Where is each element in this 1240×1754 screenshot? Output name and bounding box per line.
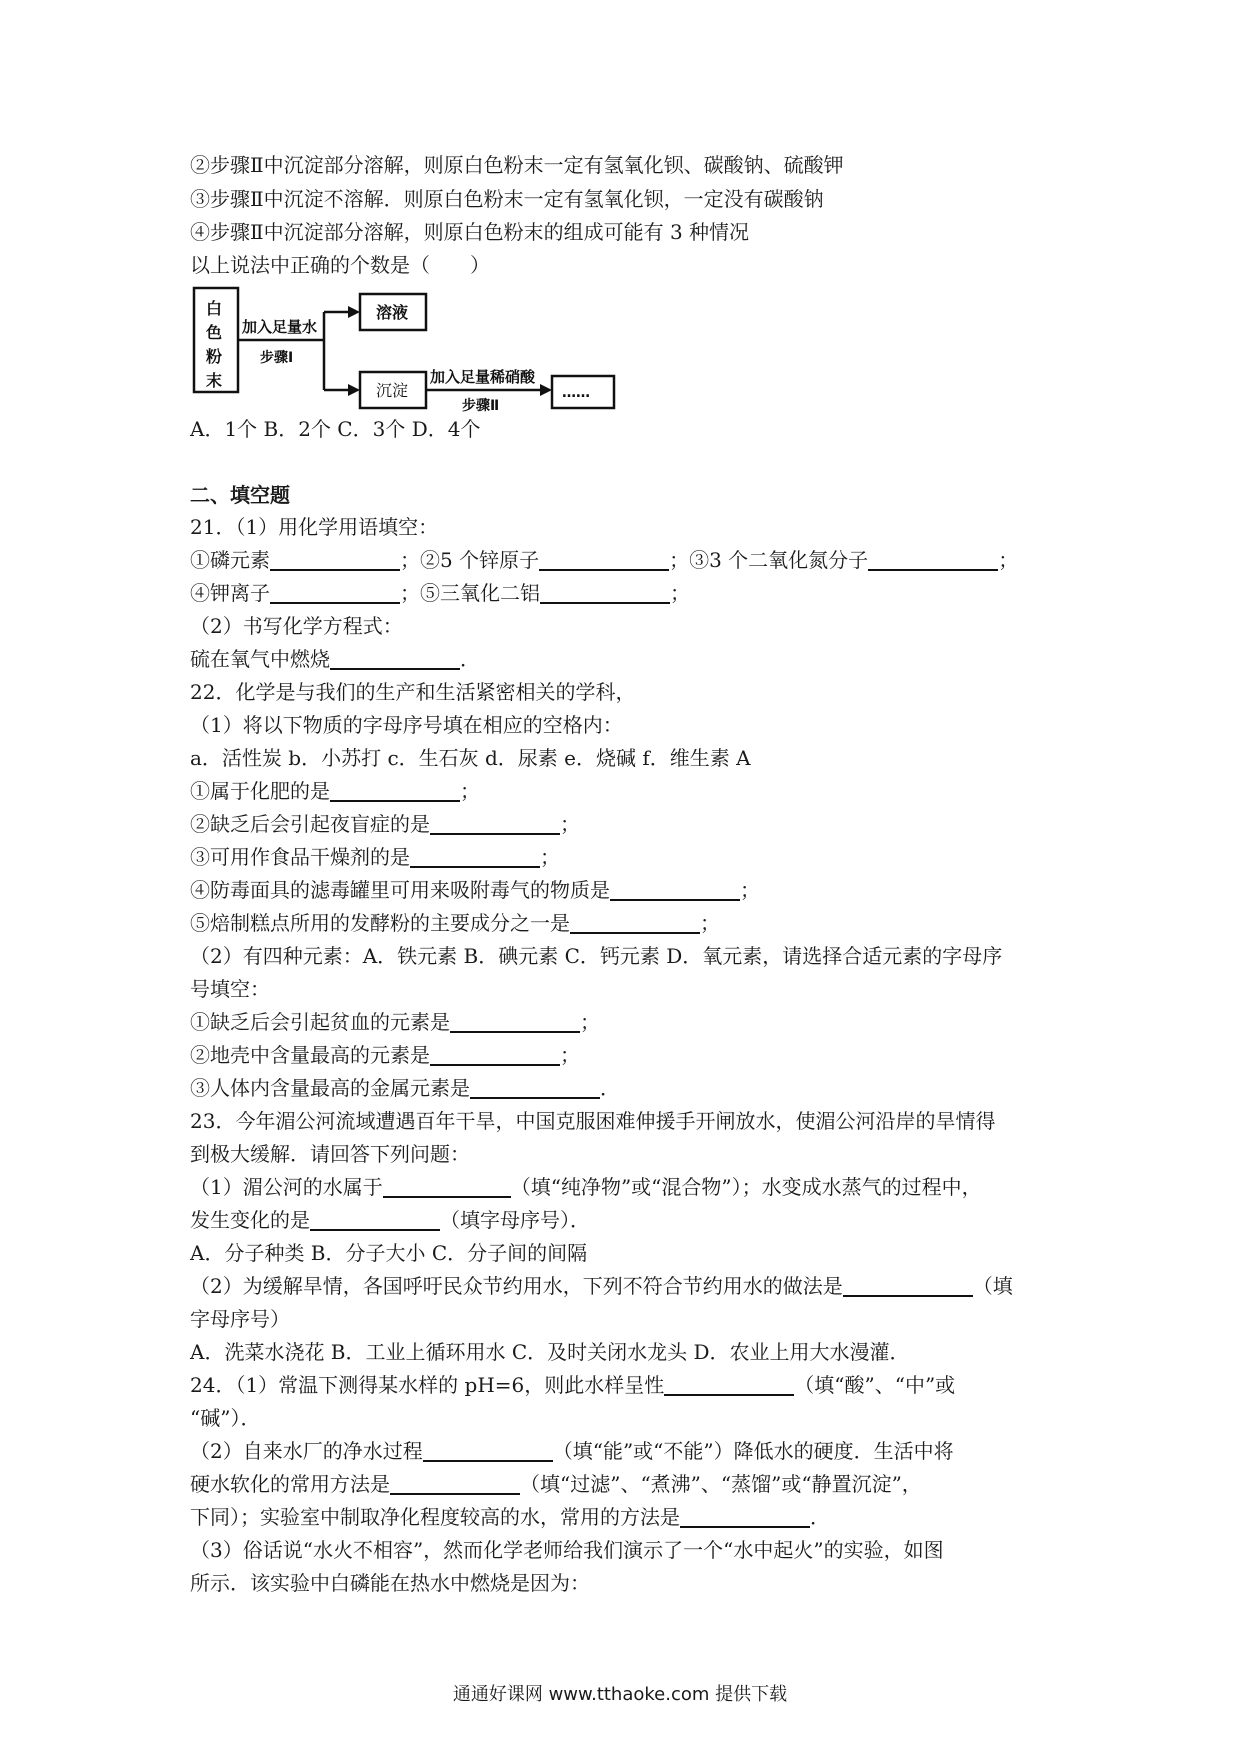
result-label: ……	[562, 385, 590, 401]
q20-question: 以上说法中正确的个数是（ ）	[190, 253, 490, 277]
answer-blank[interactable]	[270, 549, 400, 571]
page-footer: 通通好课网 www.tthaoke.com 提供下载	[452, 1684, 788, 1705]
answer-blank[interactable]	[610, 879, 740, 901]
experiment-flow-diagram	[190, 284, 630, 416]
q21-row-end: ；	[998, 548, 1019, 572]
q23-part-1: （1）湄公河的水属于 （填“纯净物”或“混合物”）；水变成水蒸气的过程中，	[190, 1175, 982, 1199]
q22-q4: ④防毒面具的滤毒罐里可用来吸附毒气的物质是 ；	[190, 878, 760, 902]
q20-statement-2: ②步骤Ⅱ中沉淀部分溶解，则原白色粉末一定有氢氧化钡、碳酸钠、硫酸钾	[190, 153, 844, 177]
solution-label: 溶液	[376, 303, 409, 322]
q20-options: A．1个 B．2个 C．3个 D．4个	[190, 417, 481, 441]
q20-statement-3: ③步骤Ⅱ中沉淀不溶解．则原白色粉末一定有氢氧化钡，一定没有碳酸钠	[190, 187, 824, 211]
arrow2-label: 加入足量稀硝酸	[430, 368, 536, 386]
precipitate-label: 沉淀	[376, 381, 409, 400]
q21-intro: 21．（1）用化学用语填空：	[190, 515, 439, 539]
answer-blank[interactable]	[664, 1374, 794, 1396]
q21-equation-label: 硫在氧气中燃烧	[190, 647, 330, 671]
arrow1-label: 加入足量水	[242, 318, 318, 336]
q22-options: a．活性炭 b．小苏打 c．生石灰 d．尿素 e．烧碱 f．维生素 A	[190, 746, 751, 770]
start-box-char-4: 末	[206, 371, 223, 390]
answer-blank[interactable]	[570, 912, 700, 934]
q23-line-1: 23．今年湄公河流域遭遇百年干旱，中国克服困难伸援手开闸放水，使湄公河沿岸的旱情得	[190, 1109, 996, 1133]
q21-item-3: ；③3 个二氧化氮分子	[669, 548, 869, 572]
answer-blank[interactable]	[383, 1176, 511, 1198]
answer-blank[interactable]	[330, 780, 460, 802]
q22-q3: ③可用作食品干燥剂的是 ；	[190, 845, 560, 869]
start-box-char-2: 色	[206, 323, 223, 342]
q24-part-3-cont: 所示．该实验中白磷能在热水中燃烧是因为：	[190, 1571, 590, 1595]
q22-q5: ⑤焙制糕点所用的发酵粉的主要成分之一是 ；	[190, 911, 720, 935]
step2-label: 步骤Ⅱ	[462, 398, 500, 414]
arrow-head-icon	[348, 306, 360, 318]
q23-part-1-cont: 发生变化的是 （填字母序号）．	[190, 1208, 590, 1232]
q22-r3: ③人体内含量最高的金属元素是 ．	[190, 1076, 620, 1100]
q24-part-1-cont: “碱”）．	[190, 1406, 261, 1430]
q21-row-end: ；	[670, 581, 690, 605]
q23-options-2: A．洗菜水浇花 B．工业上循环用水 C．及时关闭水龙头 D．农业上用大水漫灌．	[190, 1340, 910, 1364]
q22-part-2-line-2: 号填空：	[190, 977, 270, 1001]
q21-row-1	[190, 547, 1018, 573]
q22-r1: ①缺乏后会引起贫血的元素是 ；	[190, 1010, 600, 1034]
start-box-char-3: 粉	[206, 347, 223, 366]
answer-blank[interactable]	[430, 1044, 560, 1066]
arrow-head-icon	[348, 384, 360, 396]
answer-blank[interactable]	[680, 1506, 810, 1528]
arrow-head-icon	[540, 384, 552, 396]
answer-blank[interactable]	[430, 813, 560, 835]
q23-line-2: 到极大缓解．请回答下列问题：	[190, 1142, 470, 1166]
q21-item-2: ；②5 个锌原子	[400, 548, 540, 572]
start-box-char-1: 白	[206, 299, 223, 318]
q22-part-2-line-1: （2）有四种元素：A．铁元素 B．碘元素 C．钙元素 D．氧元素，请选择合适元素的字母序	[190, 944, 1003, 968]
q21-equation-row: 硫在氧气中燃烧 ．	[190, 647, 480, 671]
q22-r2: ②地壳中含量最高的元素是 ；	[190, 1043, 580, 1067]
q23-options-1: A．分子种类 B．分子大小 C．分子间的间隔	[190, 1241, 588, 1265]
q21-item-1: ①磷元素	[190, 548, 270, 572]
q22-part-1: （1）将以下物质的字母序号填在相应的空格内：	[190, 713, 623, 737]
q21-item-5: ；⑤三氧化二铝	[400, 581, 540, 605]
q24-part-2: （2）自来水厂的净水过程 （填“能”或“不能”）降低水的硬度．生活中将	[190, 1439, 954, 1463]
step1-label: 步骤Ⅰ	[260, 350, 294, 366]
q24-part-2-end: 下同）；实验室中制取净化程度较高的水，常用的方法是 ．	[190, 1505, 830, 1529]
q22-q1: ①属于化肥的是 ；	[190, 779, 480, 803]
answer-blank[interactable]	[539, 549, 669, 571]
q20-statement-4: ④步骤Ⅱ中沉淀部分溶解，则原白色粉末的组成可能有 3 种情况	[190, 220, 750, 244]
answer-blank[interactable]	[410, 846, 540, 868]
answer-blank[interactable]	[310, 1209, 440, 1231]
q21-item-4: ④钾离子	[190, 581, 270, 605]
answer-blank[interactable]	[470, 1077, 600, 1099]
q23-part-2: （2）为缓解旱情，各国呼吁民众节约用水，下列不符合节约用水的做法是 （填	[190, 1274, 1013, 1298]
q21-part-2: （2）书写化学方程式：	[190, 614, 403, 638]
q24-part-2-cont: 硬水软化的常用方法是 （填“过滤”、“煮沸”、“蒸馏”或“静置沉淀”，	[190, 1472, 922, 1496]
q22-q2: ②缺乏后会引起夜盲症的是 ；	[190, 812, 580, 836]
answer-blank[interactable]	[540, 582, 670, 604]
section-title: 二、填空题	[190, 483, 290, 507]
answer-blank[interactable]	[450, 1011, 580, 1033]
q21-row-2	[190, 580, 690, 606]
answer-blank[interactable]	[270, 582, 400, 604]
q24-part-1: 24．（1）常温下测得某水样的 pH=6，则此水样呈性 （填“酸”、“中”或	[190, 1373, 956, 1397]
answer-blank[interactable]	[390, 1473, 520, 1495]
q23-part-2-cont: 字母序号）	[190, 1307, 290, 1331]
q22-intro: 22．化学是与我们的生产和生活紧密相关的学科，	[190, 680, 636, 704]
answer-blank[interactable]	[868, 549, 998, 571]
answer-blank[interactable]	[843, 1275, 973, 1297]
answer-blank[interactable]	[330, 648, 460, 670]
answer-blank[interactable]	[423, 1440, 553, 1462]
q24-part-3: （3）俗话说“水火不相容”，然而化学老师给我们演示了一个“水中起火”的实验，如图	[190, 1538, 944, 1562]
